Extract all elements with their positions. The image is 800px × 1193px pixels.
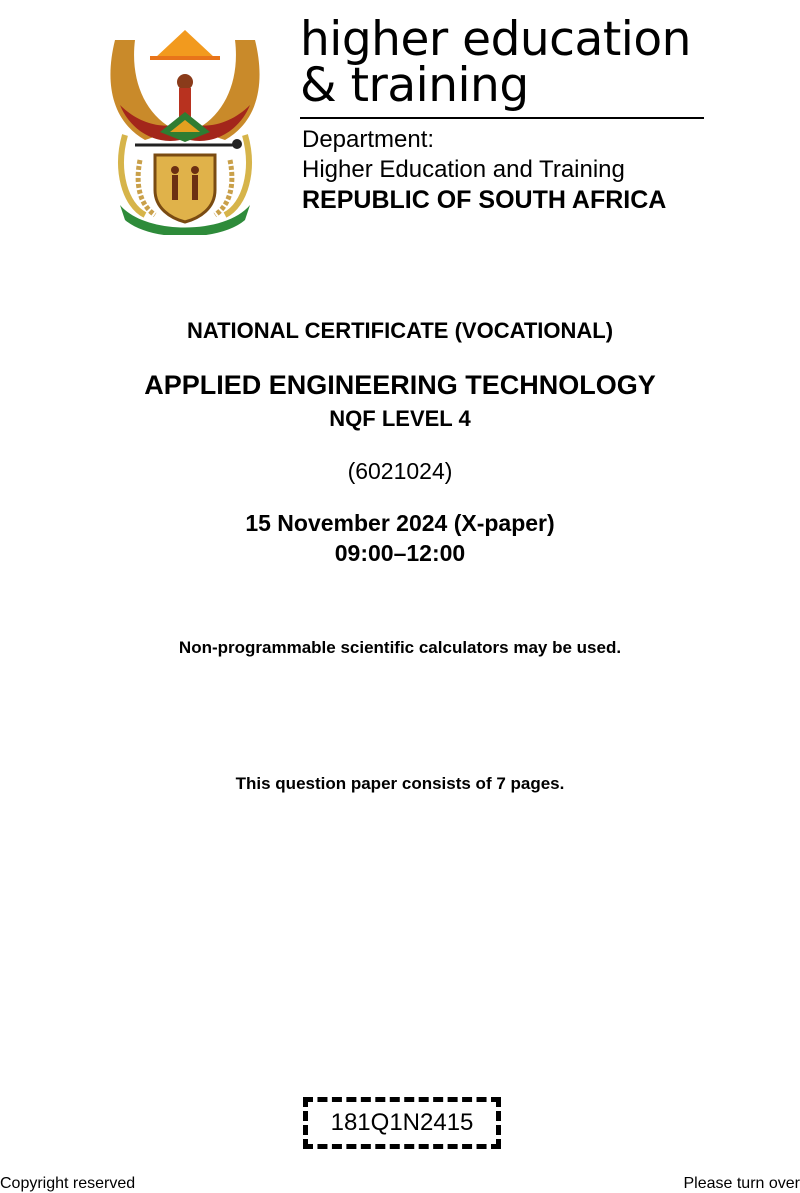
brand-line-1: higher education — [300, 12, 691, 67]
header-divider — [300, 117, 704, 119]
certificate-title: NATIONAL CERTIFICATE (VOCATIONAL) — [186, 318, 614, 343]
subject-title: APPLIED ENGINEERING TECHNOLOGY — [144, 370, 656, 400]
calculator-instruction: Non-programmable scientific calculators may be used. — [178, 638, 622, 657]
exam-time: 09:00–12:00 — [334, 540, 466, 566]
footer-turn-over: Please turn over — [683, 1175, 800, 1192]
nqf-level: NQF LEVEL 4 — [329, 406, 471, 431]
country-name: REPUBLIC OF SOUTH AFRICA — [302, 186, 667, 214]
department-label: Department: — [302, 126, 435, 153]
brand-line-2: & training — [300, 58, 529, 113]
subject-code: (6021024) — [347, 458, 453, 484]
page-count-note: This question paper consists of 7 pages. — [235, 774, 565, 793]
department-name: Higher Education and Training — [302, 156, 625, 183]
footer-copyright: Copyright reserved — [0, 1175, 136, 1192]
paper-code-box: 181Q1N2415 — [303, 1097, 501, 1149]
coat-of-arms-logo — [105, 20, 265, 235]
exam-date: 15 November 2024 (X-paper) — [245, 510, 555, 536]
